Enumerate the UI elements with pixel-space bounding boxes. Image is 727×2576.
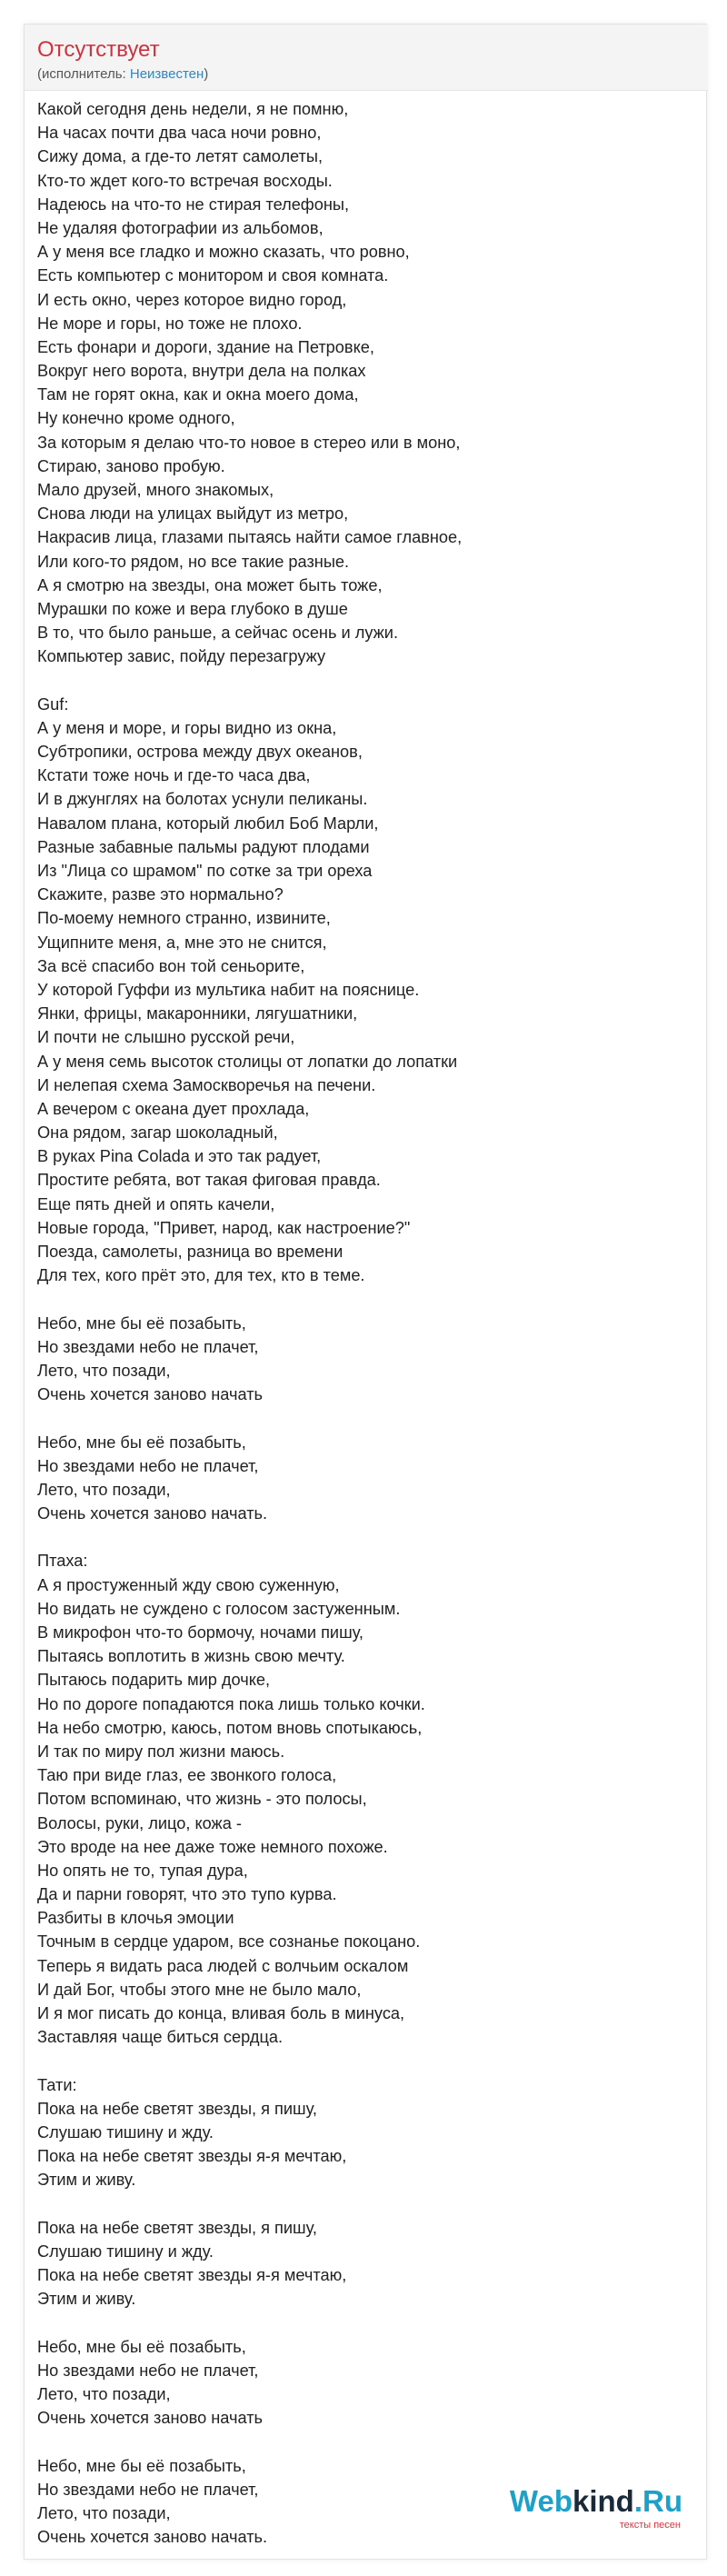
lyric-line: Точным в сердце ударом, все сознанье покоцано. (37, 1932, 421, 1952)
song-header (25, 25, 708, 91)
artist-line (37, 66, 208, 83)
lyric-line: Или кого-то рядом, но все такие разные. (37, 552, 350, 571)
lyric-line: В микрофон что-то бормочу, ночами пишу, (37, 1623, 364, 1642)
lyric-line: Пока на небе светят звезды, я пишу, (37, 2099, 317, 2118)
lyric-line: Лето, что позади, (37, 1480, 171, 1499)
lyric-line: Новые города, "Привет, народ, как настроение?" (37, 1218, 411, 1237)
lyric-line: Там не горят окна, как и окна моего дома, (37, 385, 359, 404)
lyric-line: Кто-то ждет кого-то встречая восходы. (37, 171, 333, 190)
lyric-line: Но по дороге попадаются пока лишь только кочки. (37, 1694, 425, 1713)
lyric-line: Компьютер завис, пойду перезагружу (37, 647, 326, 666)
lyric-line: Ну конечно кроме одного, (37, 409, 235, 428)
lyric-line: Снова люди на улицах выйдут из метро, (37, 504, 349, 524)
blank-line (37, 1525, 692, 1549)
lyric-line: Не море и горы, но тоже не плохо. (37, 314, 303, 333)
lyric-line: Теперь я видать раса людей с волчьим оскалом (37, 1956, 409, 1975)
lyric-line: Слушаю тишину и жду. (37, 2122, 214, 2142)
lyric-line: Но звездами небо не плачет, (37, 1337, 259, 1356)
lyric-line: Это вроде на нее даже тоже немного похоже. (37, 1837, 388, 1856)
lyric-line: Какой сегодня день недели, я не помню, (37, 100, 349, 118)
lyric-line: На небо смотрю, каюсь, потом вновь спотыкаюсь, (37, 1718, 423, 1737)
blank-line (37, 2049, 692, 2072)
blank-line (37, 669, 692, 693)
lyric-line: Лето, что позади, (37, 2385, 171, 2403)
lyric-line: Есть компьютер с монитором и своя комната. (37, 266, 389, 285)
lyric-line: Очень хочется заново начать. (37, 1504, 268, 1523)
lyric-line: Лето, что позади, (37, 2503, 171, 2522)
lyric-line: Субтропики, острова между двух океанов, (37, 743, 363, 762)
lyric-line: Этим и живу. (37, 2290, 136, 2309)
lyric-line: Кстати тоже ночь и где-то часа два, (37, 766, 311, 785)
lyric-line: Мало друзей, много знакомых, (37, 481, 274, 499)
logo-part-kind: kind (572, 2484, 634, 2518)
lyric-line: У которой Гуффи из мультика набит на пояснице. (37, 980, 420, 999)
lyric-line: Стираю, заново пробую. (37, 456, 225, 475)
lyric-line: И так по миру пол жизни маюсь. (37, 1742, 285, 1761)
lyric-line: Еще пять дней и опять качели, (37, 1194, 275, 1213)
lyric-line: В руках Pina Colada и это так радует, (37, 1147, 322, 1166)
lyric-line: Пытаясь воплотить в жизнь свою мечту. (37, 1647, 345, 1666)
lyric-line: Мурашки по коже и вера глубоко в душе (37, 599, 348, 618)
lyrics-text (37, 97, 692, 2549)
lyric-line: Но звездами небо не плачет, (37, 1456, 259, 1475)
lyric-line: Ущипните меня, а, мне это не снится, (37, 933, 327, 952)
lyric-line: А я простуженный жду свою суженную, (37, 1575, 340, 1594)
blank-line (37, 1406, 692, 1430)
lyric-line: А у меня семь высоток столицы от лопатки до лопатки (37, 1052, 458, 1071)
lyric-line: Но звездами небо не плачет, (37, 2361, 259, 2380)
lyric-line: И почти не слышно русской речи, (37, 1028, 295, 1047)
lyric-line: Очень хочется заново начать (37, 1385, 264, 1404)
lyric-line: Пытаюсь подарить мир дочке, (37, 1671, 271, 1690)
lyric-line: Но опять не то, тупая дура, (37, 1861, 248, 1880)
webkind-logo[interactable] (473, 2484, 682, 2539)
lyric-line: Guf: (37, 694, 69, 714)
lyric-line: Очень хочется заново начать. (37, 2528, 268, 2547)
lyric-line: Навалом плана, который любил Боб Марли, (37, 814, 379, 833)
song-title: Отсутствует (37, 37, 160, 62)
lyric-line: Волосы, руки, лицо, кожа - (37, 1813, 242, 1832)
logo-part-web: Web (509, 2484, 573, 2518)
lyric-line: Накрасив лица, глазами пытаясь найти самое главное, (37, 528, 463, 547)
lyric-line: Небо, мне бы её позабыть, (37, 1433, 246, 1452)
lyric-line: Этим и живу. (37, 2171, 136, 2190)
lyric-line: Вокруг него ворота, внутри дела на полках (37, 362, 366, 381)
lyric-line: Пока на небе светят звезды, я пишу, (37, 2218, 317, 2237)
lyric-line: Поезда, самолеты, разница во времени (37, 1243, 344, 1261)
lyric-line: Для тех, кого прёт это, для тех, кто в теме. (37, 1266, 365, 1285)
lyric-line: Надеюсь на что-то не стирая телефоны, (37, 195, 350, 214)
lyric-line: Она рядом, загар шоколадный, (37, 1123, 278, 1143)
lyric-line: Из "Лица со шрамом" по сотке за три ореха (37, 862, 373, 880)
blank-line (37, 2311, 692, 2334)
lyric-line: А у меня и море, и горы видно из окна, (37, 718, 337, 737)
lyric-line: Но звездами небо не плачет, (37, 2480, 259, 2499)
logo-tagline: тексты песен (619, 2520, 681, 2531)
lyric-line: Разные забавные пальмы радуют плодами (37, 837, 370, 856)
lyrics-card (24, 24, 707, 2560)
lyric-line: На часах почти два часа ночи ровно, (37, 124, 322, 143)
lyric-line: Таю при виде глаз, ее звонкого голоса, (37, 1766, 337, 1785)
lyric-line: Слушаю тишину и жду. (37, 2242, 214, 2261)
lyric-line: Небо, мне бы её позабыть, (37, 2456, 246, 2475)
lyric-line: Пока на небе светят звезды я-я мечтаю, (37, 2147, 347, 2166)
logo-part-ru: .Ru (633, 2484, 682, 2518)
lyric-line: И есть окно, через которое видно город, (37, 290, 347, 309)
lyric-line: Разбиты в клочья эмоции (37, 1909, 234, 1928)
artist-prefix: (исполнитель: (37, 66, 130, 82)
lyric-line: Лето, что позади, (37, 1361, 171, 1380)
lyric-line: Пока на небе светят звезды я-я мечтаю, (37, 2266, 347, 2285)
lyric-line: И в джунглях на болотах уснули пеликаны. (37, 790, 368, 809)
lyric-line: Небо, мне бы её позабыть, (37, 2337, 246, 2356)
lyric-line: Небо, мне бы её позабыть, (37, 1313, 246, 1333)
lyric-line: По-моему немного странно, извините, (37, 909, 331, 928)
lyric-line: Очень хочется заново начать (37, 2409, 264, 2428)
blank-line (37, 1287, 692, 1311)
lyric-line: За которым я делаю что-то новое в стерео или в моно, (37, 433, 461, 452)
lyric-line: А вечером с океана дует прохлада, (37, 1099, 310, 1118)
lyric-line: И я мог писать до конца, вливая боль в минуса, (37, 2004, 405, 2022)
lyric-line: Да и парни говорят, что это тупо курва. (37, 1885, 337, 1904)
lyric-line: За всё спасибо вон той сеньорите, (37, 956, 305, 975)
lyric-line: Птаха: (37, 1552, 88, 1571)
blank-line (37, 2192, 692, 2216)
lyric-line: Сижу дома, а где-то летят самолеты, (37, 147, 324, 166)
lyric-line: Тати: (37, 2075, 77, 2094)
lyric-line: И нелепая схема Замоскворечья на печени. (37, 1075, 376, 1094)
lyric-line: В то, что было раньше, а сейчас осень и лужи. (37, 624, 399, 643)
artist-suffix: ) (204, 66, 209, 82)
lyric-line: Янки, фрицы, макаронники, лягушатники, (37, 1004, 358, 1023)
lyric-line: А у меня все гладко и можно сказать, что ровно, (37, 243, 410, 262)
lyric-line: Скажите, разве это нормально? (37, 885, 284, 904)
lyric-line: Но видать не суждено с голосом застуженным. (37, 1599, 401, 1618)
lyric-line: Потом вспоминаю, что жизнь - это полосы, (37, 1790, 367, 1809)
lyric-line: Есть фонари и дороги, здание на Петровке, (37, 337, 374, 356)
lyric-line: Не удаляя фотографии из альбомов, (37, 218, 324, 237)
lyric-line: Заставляя чаще биться сердца. (37, 2028, 284, 2047)
lyric-line: И дай Бог, чтобы этого мне не было мало, (37, 1980, 362, 1999)
lyric-line: А я смотрю на звезды, она может быть тоже, (37, 575, 383, 594)
blank-line (37, 2430, 692, 2453)
artist-link[interactable]: Неизвестен (129, 66, 204, 82)
lyric-line: Простите ребята, вот такая фиговая правда. (37, 1171, 381, 1190)
